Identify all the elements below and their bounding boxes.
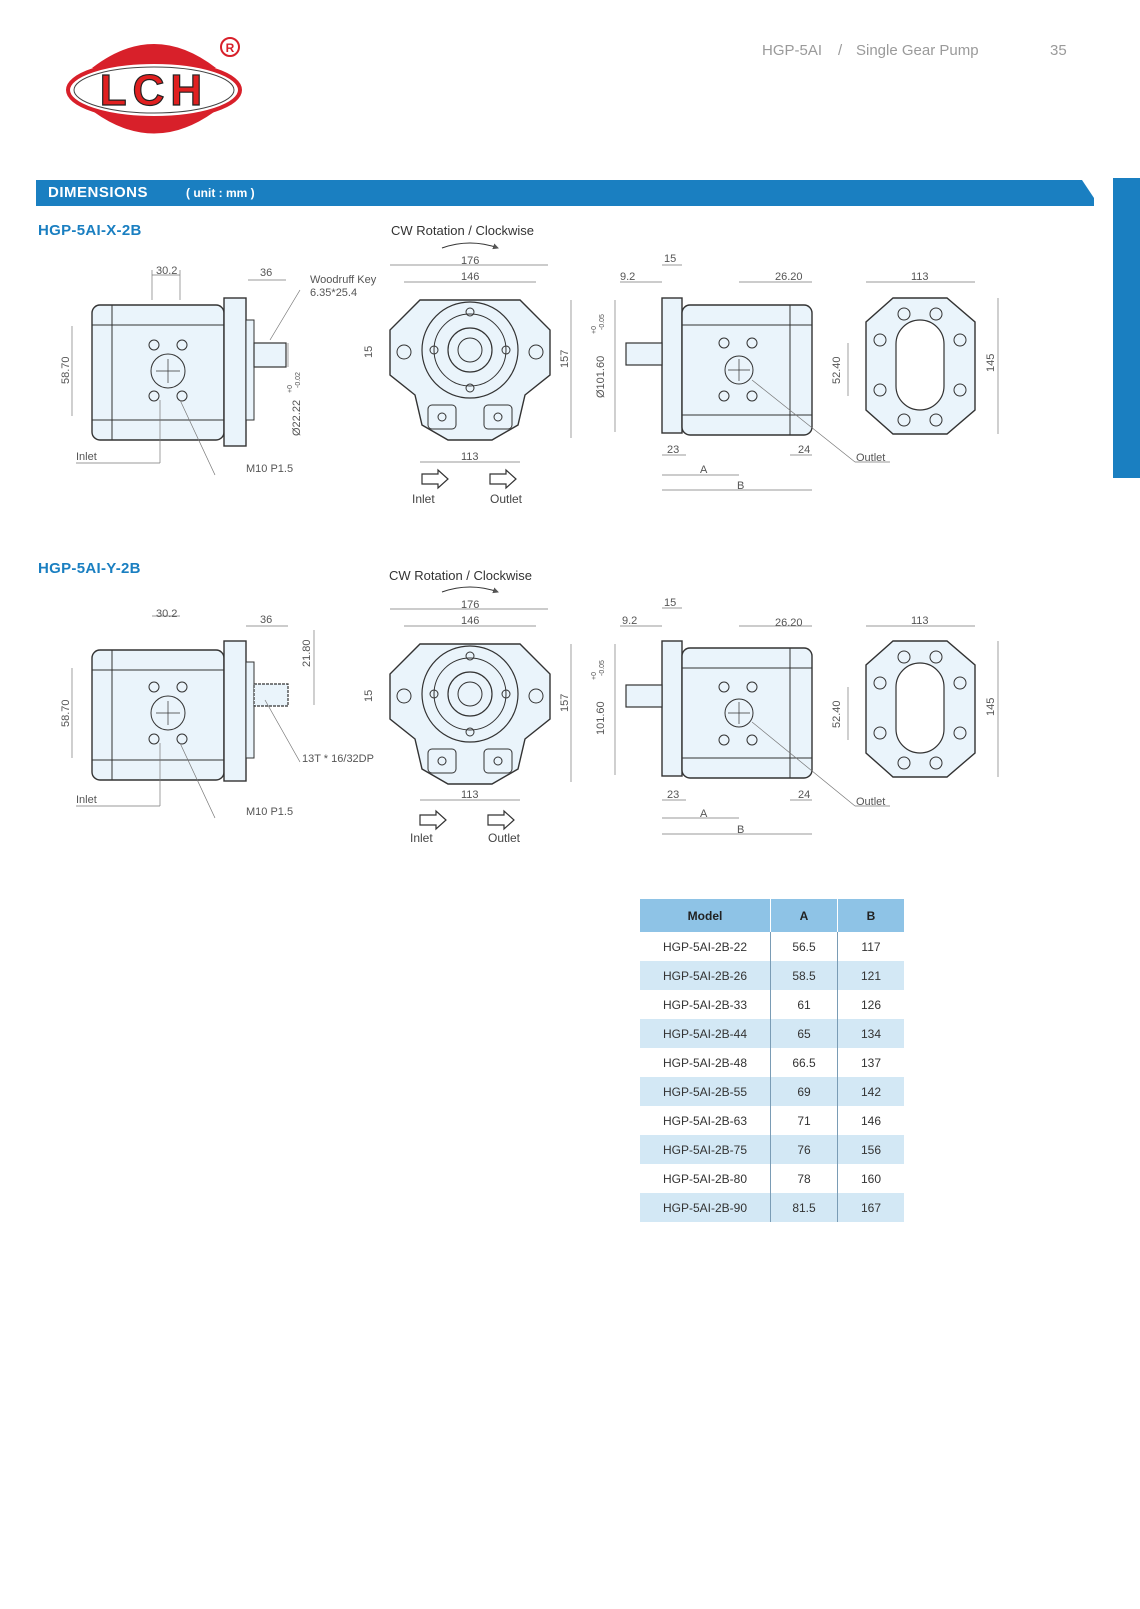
registered-mark-text: R: [225, 41, 235, 55]
end-view-y: [866, 626, 998, 777]
front-x-outlet: Outlet: [490, 492, 523, 506]
side-x-dim-30: 30.2: [156, 265, 178, 277]
table-cell-b: 156: [838, 1135, 905, 1164]
table-row: [640, 1135, 904, 1164]
table-cell-b: 142: [838, 1077, 905, 1106]
front-y-inlet: Inlet: [410, 831, 433, 845]
side-x-inlet: Inlet: [76, 451, 97, 463]
table-cell-model: HGP-5AI-2B-22: [640, 932, 771, 961]
page-number: 35: [1050, 42, 1067, 59]
table-cell-a: 81.5: [771, 1193, 838, 1222]
side-y-thread: M10 P1.5: [246, 806, 294, 818]
table-cell-b: 126: [860, 997, 882, 1012]
table-header-b: B: [838, 899, 905, 932]
table-row: [640, 932, 904, 961]
front-x-15: 15: [363, 345, 375, 358]
back-x-outlet: Outlet: [856, 452, 886, 464]
side-x-shaft: Ø22.22: [291, 399, 303, 436]
end-x-w: 113: [911, 271, 929, 283]
table-cell-model: HGP-5AI-2B-44: [640, 1019, 771, 1048]
table-cell-a: 66.5: [771, 1048, 838, 1077]
front-x-inlet: Inlet: [412, 492, 435, 506]
front-y-w1: 176: [461, 599, 480, 611]
side-y-spline: 13T * 16/32DP: [302, 753, 374, 765]
header-product: HGP-5AI: [762, 42, 823, 59]
table-row: [640, 1019, 904, 1048]
end-x-h: 145: [985, 353, 997, 372]
back-y-2620: 26.20: [775, 617, 803, 629]
table-cell-a: 58.5: [771, 961, 838, 990]
front-y-w2: 146: [461, 615, 480, 627]
back-y-pilot-tol-upper: +0: [591, 672, 598, 680]
table-cell-model: HGP-5AI-2B-90: [640, 1193, 771, 1222]
table-cell-model: HGP-5AI-2B-55: [640, 1077, 771, 1106]
table-row: [640, 1193, 904, 1222]
back-y-24: 24: [798, 789, 811, 801]
table-cell-a: 56.5: [771, 932, 838, 961]
table-cell-a: 76: [771, 1135, 838, 1164]
back-x-2620: 26.20: [775, 271, 803, 283]
back-y-pilot-tol-lower: -0.05: [599, 660, 606, 676]
table-cell-model: HGP-5AI-2B-63: [640, 1106, 771, 1135]
table-row: [640, 990, 904, 1019]
back-view-y: [615, 608, 890, 834]
back-x-5240: 52.40: [831, 356, 843, 384]
side-y-dim-36: 36: [260, 614, 273, 626]
header-separator: /: [838, 42, 843, 59]
back-x-pilot-tol-lower: -0.05: [599, 314, 606, 330]
back-y-b: B: [737, 824, 745, 836]
table-cell-b: 146: [860, 1113, 882, 1128]
table-header-model: Model: [640, 899, 771, 932]
table-cell-model: HGP-5AI-2B-26: [640, 961, 771, 990]
back-x-23: 23: [667, 444, 680, 456]
table-cell-a: 65: [771, 1019, 838, 1048]
back-y-pilot: 101.60: [595, 701, 607, 735]
table-cell-b: 167: [838, 1193, 905, 1222]
side-x-key-label: Woodruff Key: [310, 274, 377, 286]
table-row: [640, 1077, 904, 1106]
logo-text: LCH: [99, 66, 209, 115]
table-cell-model: HGP-5AI-2B-33: [640, 990, 771, 1019]
back-x-pilot-tol-upper: +0: [591, 326, 598, 334]
front-x-w1: 176: [461, 255, 480, 267]
front-x-w2: 146: [461, 271, 480, 283]
table-cell-a: 71: [771, 1106, 838, 1135]
back-y-a: A: [700, 808, 708, 820]
table-cell-b: 137: [860, 1055, 882, 1070]
side-y-dim-30: 30.2: [156, 608, 178, 620]
back-x-24: 24: [798, 444, 811, 456]
table-header-row: [640, 899, 904, 932]
back-y-5240: 52.40: [831, 700, 843, 728]
side-view-y: [72, 616, 314, 818]
banner-unit: ( unit : mm ): [186, 186, 255, 200]
back-y-15: 15: [664, 597, 677, 609]
front-y-15: 15: [363, 689, 375, 702]
side-x-dim-36: 36: [260, 267, 273, 279]
front-y-h: 157: [559, 693, 571, 712]
side-x-height: 58.70: [60, 356, 72, 384]
front-y-rotation: CW Rotation / Clockwise: [389, 568, 533, 583]
side-y-height: 58.70: [60, 699, 72, 727]
table-row: [640, 961, 904, 990]
side-x-shaft-tol-upper: +0: [287, 385, 294, 393]
side-x-key-size: 6.35*25.4: [310, 287, 358, 299]
table-cell-model: HGP-5AI-2B-75: [640, 1135, 771, 1164]
front-x-bottom: 113: [461, 451, 479, 463]
table-cell-a: 69: [771, 1077, 838, 1106]
end-y-h: 145: [985, 697, 997, 716]
front-x-h: 157: [559, 349, 571, 368]
back-y-92: 9.2: [622, 615, 638, 627]
back-y-23: 23: [667, 789, 680, 801]
front-y-outlet: Outlet: [488, 831, 521, 845]
section-title-y: HGP-5AI-Y-2B: [38, 560, 141, 577]
side-x-shaft-tol-lower: -0.02: [295, 372, 302, 388]
end-y-w: 113: [911, 615, 929, 627]
front-y-bottom: 113: [461, 789, 479, 801]
section-title-x: HGP-5AI-X-2B: [38, 222, 142, 239]
back-x-92: 9.2: [620, 271, 636, 283]
back-x-b: B: [737, 480, 745, 492]
back-x-15: 15: [664, 253, 677, 265]
table-row: [640, 1164, 904, 1193]
banner-title: DIMENSIONS: [48, 184, 149, 201]
back-x-pilot: Ø101.60: [595, 355, 607, 398]
table-cell-b: 160: [860, 1171, 882, 1186]
front-view-y: [390, 587, 571, 829]
header-subtitle: Single Gear Pump: [856, 42, 979, 59]
table-cell-b: 121: [838, 961, 905, 990]
back-y-outlet: Outlet: [856, 796, 886, 808]
side-x-thread: M10 P1.5: [246, 463, 294, 475]
table-cell-a: 61: [771, 990, 838, 1019]
side-y-spline-len: 21.80: [301, 639, 313, 667]
table-row: [640, 1048, 904, 1077]
table-cell-b: 117: [861, 939, 881, 954]
table-row: [640, 1106, 904, 1135]
table-cell-a: 78: [771, 1164, 838, 1193]
table-cell-model: HGP-5AI-2B-80: [640, 1164, 771, 1193]
model-dimensions-table: [640, 899, 904, 1222]
table-cell-model: HGP-5AI-2B-48: [640, 1048, 771, 1077]
back-x-a: A: [700, 464, 708, 476]
side-y-inlet: Inlet: [76, 794, 97, 806]
table-cell-b: 134: [838, 1019, 905, 1048]
front-x-rotation: CW Rotation / Clockwise: [391, 223, 535, 238]
table-header-a: A: [771, 899, 838, 932]
